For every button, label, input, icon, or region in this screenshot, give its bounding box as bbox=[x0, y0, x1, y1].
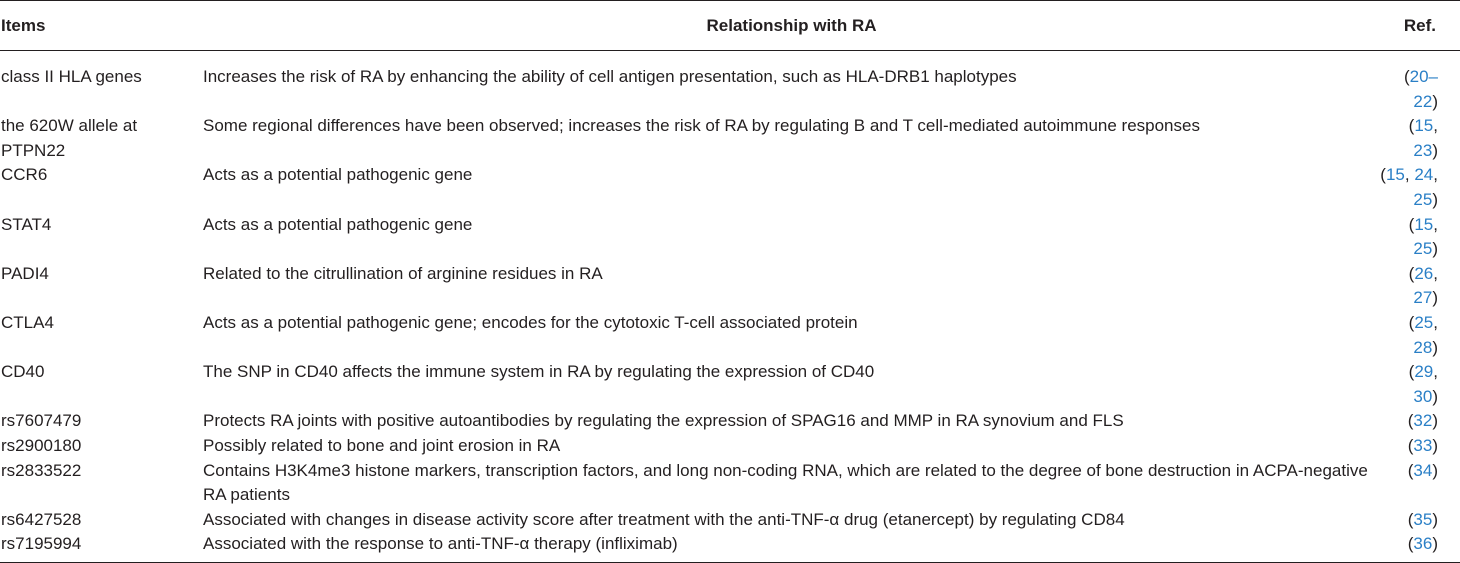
relationship-cell: Increases the risk of RA by enhancing the ability of cell antigen presentation, such as HLA-DRB1 haplotypes bbox=[203, 67, 1017, 86]
reference-link[interactable]: 30 bbox=[1413, 386, 1433, 406]
header-ref: Ref. bbox=[1380, 1, 1460, 51]
reference-link[interactable]: 15 bbox=[1414, 214, 1434, 234]
item-cell: rs6427528 bbox=[1, 509, 82, 529]
table-row bbox=[0, 163, 1460, 212]
table-body bbox=[0, 51, 1460, 563]
table-row bbox=[0, 508, 1460, 533]
ref-cell: (25, 28) bbox=[1408, 312, 1438, 357]
reference-link[interactable]: 26 bbox=[1414, 263, 1434, 283]
item-cell: CCR6 bbox=[1, 165, 48, 185]
relationship-cell: The SNP in CD40 affects the immune system in RA by regulating the expression of CD40 bbox=[203, 362, 875, 382]
item-cell: CD40 bbox=[1, 362, 45, 382]
reference-link[interactable]: 33 bbox=[1413, 435, 1433, 455]
table-row bbox=[0, 532, 1460, 562]
item-cell: rs2833522 bbox=[1, 460, 82, 480]
reference-link[interactable]: 15 bbox=[1385, 165, 1405, 185]
item-cell: STAT4 bbox=[1, 214, 52, 234]
ref-cell: (20–22) bbox=[1403, 67, 1438, 111]
ref-cell: (35) bbox=[1407, 509, 1438, 529]
relationship-cell: Acts as a potential pathogenic gene; encodes for the cytotoxic T-cell associated protein bbox=[203, 312, 858, 332]
reference-link[interactable]: 24 bbox=[1414, 165, 1434, 185]
reference-link[interactable]: 35 bbox=[1413, 509, 1433, 529]
table-row bbox=[0, 262, 1460, 311]
relationship-cell: Associated with the response to anti-TNF-α therapy (infliximab) bbox=[203, 532, 1380, 562]
reference-link[interactable]: 20–22 bbox=[1409, 67, 1438, 111]
relationship-cell: Related to the citrullination of arginine residues in RA bbox=[203, 263, 603, 283]
reference-link[interactable]: 25 bbox=[1413, 189, 1433, 209]
table-row bbox=[0, 409, 1460, 434]
header-row bbox=[0, 1, 1460, 51]
header-relationship: Relationship with RA bbox=[203, 1, 1380, 51]
table-header bbox=[0, 1, 1460, 51]
table-row bbox=[0, 434, 1460, 459]
relationship-cell: Associated with changes in disease activity score after treatment with the anti-TNF-α drug (etanercept) by regulating CD84 bbox=[203, 509, 1125, 529]
ref-cell: (29, 30) bbox=[1408, 362, 1438, 406]
item-cell: rs2900180 bbox=[1, 435, 82, 455]
relationship-cell: Protects RA joints with positive autoantibodies by regulating the expression of SPAG16 and MMP in RA synovium and FLS bbox=[203, 411, 1124, 431]
relationship-cell: Acts as a potential pathogenic gene bbox=[203, 165, 473, 185]
reference-link[interactable]: 29 bbox=[1414, 362, 1434, 382]
header-items: Items bbox=[0, 1, 203, 51]
reference-link[interactable]: 32 bbox=[1413, 411, 1433, 431]
table-row bbox=[0, 459, 1460, 508]
reference-link[interactable]: 15 bbox=[1414, 116, 1434, 136]
reference-link[interactable]: 34 bbox=[1413, 460, 1433, 480]
table-row bbox=[0, 114, 1460, 163]
table-row bbox=[0, 213, 1460, 262]
item-cell: class II HLA genes bbox=[1, 67, 142, 86]
item-cell: the 620W allele at PTPN22 bbox=[1, 116, 138, 160]
reference-link[interactable]: 36 bbox=[1413, 534, 1433, 554]
reference-link[interactable]: 28 bbox=[1413, 337, 1433, 357]
relationship-cell: Possibly related to bone and joint erosion in RA bbox=[203, 435, 561, 455]
ref-cell: (34) bbox=[1407, 460, 1438, 480]
reference-link[interactable]: 25 bbox=[1413, 239, 1433, 259]
item-cell: PADI4 bbox=[1, 263, 49, 283]
ref-cell: (15, 25) bbox=[1408, 214, 1438, 259]
relationship-cell: Acts as a potential pathogenic gene bbox=[203, 214, 473, 234]
reference-link[interactable]: 23 bbox=[1413, 140, 1433, 160]
ref-cell: (33) bbox=[1407, 435, 1438, 455]
ref-cell: (15, 23) bbox=[1408, 116, 1438, 160]
ref-cell: (36) bbox=[1380, 532, 1460, 562]
table-row bbox=[0, 311, 1460, 360]
item-cell: rs7195994 bbox=[0, 532, 203, 562]
ref-cell: (26, 27) bbox=[1408, 263, 1438, 308]
item-cell: rs7607479 bbox=[1, 411, 82, 431]
table-row bbox=[0, 51, 1460, 115]
table-row bbox=[0, 360, 1460, 409]
ref-cell: (32) bbox=[1407, 411, 1438, 431]
reference-link[interactable]: 27 bbox=[1413, 288, 1433, 308]
reference-link[interactable]: 25 bbox=[1414, 312, 1434, 332]
ref-cell: (15, 24, 25) bbox=[1380, 165, 1438, 209]
item-cell: CTLA4 bbox=[1, 312, 54, 332]
relationship-cell: Some regional differences have been observed; increases the risk of RA by regulating B and T cell-mediated autoimmune responses bbox=[203, 116, 1200, 136]
relationship-cell: Contains H3K4me3 histone markers, transcription factors, and long non-coding RNA, which are related to the degree of bone destruction in ACPA-negative RA patients bbox=[203, 460, 1368, 505]
